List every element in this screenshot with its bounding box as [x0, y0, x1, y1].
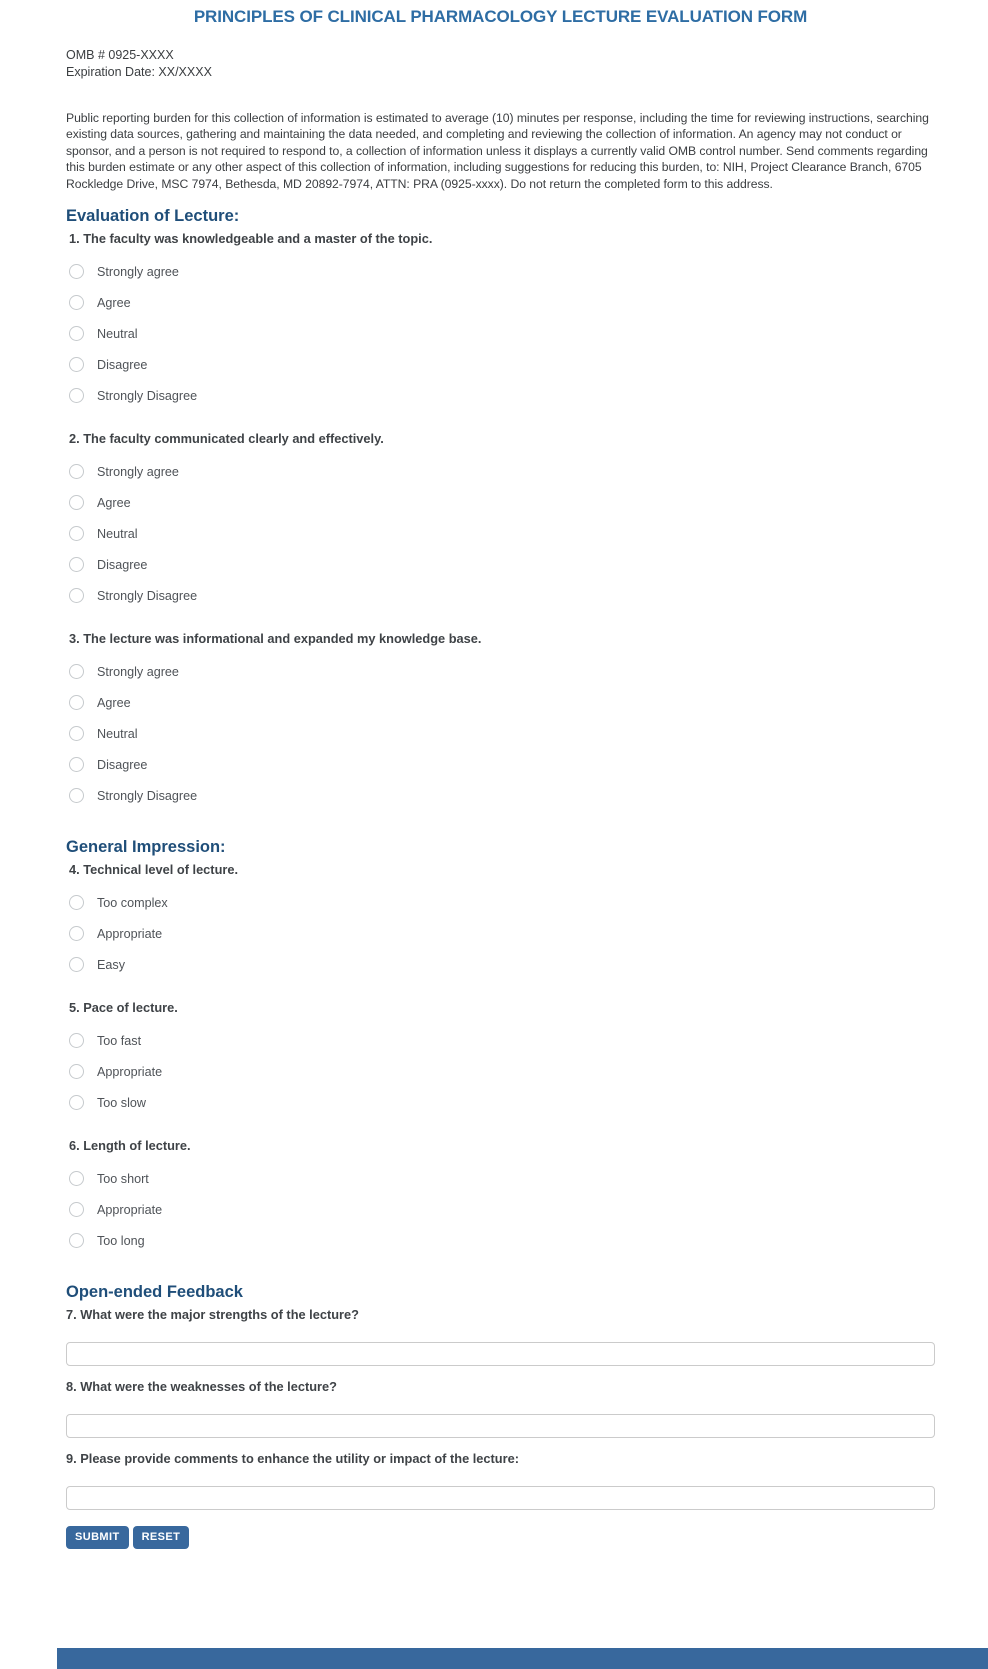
radio-option[interactable]: [66, 1225, 145, 1256]
radio-option[interactable]: [66, 256, 179, 287]
radio-option[interactable]: [66, 287, 131, 318]
radio-button-icon[interactable]: [69, 557, 84, 572]
radio-option[interactable]: [66, 1194, 162, 1225]
radio-button-icon[interactable]: [69, 295, 84, 310]
question-label: 1. The faculty was knowledgeable and a master of the topic.: [69, 231, 433, 247]
radio-option-label: Strongly Disagree: [97, 788, 198, 803]
question-list: [66, 1307, 935, 1510]
radio-question: [66, 1138, 935, 1256]
radio-option-group: [66, 887, 935, 980]
radio-option[interactable]: [66, 349, 147, 380]
button-row: [66, 1526, 935, 1549]
radio-option[interactable]: [66, 1025, 141, 1056]
radio-button-icon[interactable]: [69, 1202, 84, 1217]
radio-option-group: [66, 656, 935, 811]
footer-bar: [57, 1648, 988, 1669]
radio-question: [66, 631, 935, 811]
question-label: 5. Pace of lecture.: [69, 1000, 178, 1016]
answer-input[interactable]: [66, 1342, 935, 1366]
radio-button-icon[interactable]: [69, 495, 84, 510]
radio-option-label: Too fast: [97, 1033, 142, 1048]
question-list: [66, 862, 935, 1256]
radio-option[interactable]: [66, 949, 125, 980]
question-label: 6. Length of lecture.: [69, 1138, 191, 1154]
radio-question: [66, 862, 935, 980]
form-section: [66, 837, 935, 1256]
radio-button-icon[interactable]: [69, 326, 84, 341]
radio-option[interactable]: [66, 549, 147, 580]
radio-button-icon[interactable]: [69, 1171, 84, 1186]
omb-block: [66, 47, 935, 80]
question-label: 7. What were the major strengths of the lecture?: [66, 1307, 359, 1323]
section-heading: General Impression:: [66, 838, 226, 857]
radio-option[interactable]: [66, 718, 138, 749]
radio-button-icon[interactable]: [69, 695, 84, 710]
radio-button-icon[interactable]: [69, 464, 84, 479]
question-label: 3. The lecture was informational and expanded my knowledge base.: [69, 631, 482, 647]
radio-option-label: Strongly agree: [97, 264, 179, 279]
expiration-date: Expiration Date: XX/XXXX: [66, 64, 212, 79]
omb-number: OMB # 0925-XXXX: [66, 48, 174, 62]
radio-option[interactable]: [66, 518, 138, 549]
radio-button-icon[interactable]: [69, 357, 84, 372]
radio-button-icon[interactable]: [69, 957, 84, 972]
question-list: [66, 231, 935, 811]
radio-option[interactable]: [66, 318, 138, 349]
burden-statement: Public reporting burden for this collection of information is estimated to average (10) minutes per response, including the time for reviewing instructions, searching existing data sources, gathering and maintaining the data needed, and completing and reviewing the collection of information. An agency may not conduct or sponsor, and a person is not required to respond to, a collection of information unless it displays a currently valid OMB control number. Send comments regarding this burden estimate or any other aspect of this collection of information, including suggestions for reducing this burden, to: NIH, Project Clearance Branch, 6705 Rockledge Drive, MSC 7974, Bethesda, MD 20892-7974, ATTN: PRA (0925-xxxx). Do not return the completed form to this address.: [66, 111, 929, 191]
radio-option[interactable]: [66, 687, 131, 718]
radio-question: [66, 431, 935, 611]
radio-option[interactable]: [66, 580, 197, 611]
radio-option-label: Strongly Disagree: [97, 388, 198, 403]
radio-button-icon[interactable]: [69, 1095, 84, 1110]
radio-option-label: Agree: [97, 295, 131, 310]
question-label: 4. Technical level of lecture.: [69, 862, 239, 878]
radio-button-icon[interactable]: [69, 1233, 84, 1248]
radio-option[interactable]: [66, 1163, 149, 1194]
radio-option[interactable]: [66, 487, 131, 518]
radio-option[interactable]: [66, 887, 168, 918]
question-label: 2. The faculty communicated clearly and effectively.: [69, 431, 384, 447]
radio-button-icon[interactable]: [69, 895, 84, 910]
submit-button[interactable]: SUBMIT: [66, 1526, 129, 1549]
radio-button-icon[interactable]: [69, 757, 84, 772]
radio-button-icon[interactable]: [69, 588, 84, 603]
radio-button-icon[interactable]: [69, 726, 84, 741]
answer-input[interactable]: [66, 1414, 935, 1438]
radio-button-icon[interactable]: [69, 926, 84, 941]
radio-button-icon[interactable]: [69, 664, 84, 679]
answer-input[interactable]: [66, 1486, 935, 1510]
radio-option-label: Appropriate: [97, 1202, 163, 1217]
radio-option-label: Agree: [97, 495, 131, 510]
radio-question: [66, 1000, 935, 1118]
radio-option-label: Disagree: [97, 557, 148, 572]
radio-button-icon[interactable]: [69, 1064, 84, 1079]
question-label: 8. What were the weaknesses of the lecture?: [66, 1379, 337, 1395]
radio-option-label: Disagree: [97, 757, 148, 772]
radio-button-icon[interactable]: [69, 388, 84, 403]
radio-button-icon[interactable]: [69, 788, 84, 803]
radio-button-icon[interactable]: [69, 1033, 84, 1048]
radio-button-icon[interactable]: [69, 526, 84, 541]
reset-button[interactable]: RESET: [133, 1526, 190, 1549]
evaluation-form-page: [0, 6, 988, 1549]
radio-option-label: Appropriate: [97, 926, 163, 941]
radio-option[interactable]: [66, 749, 147, 780]
radio-option-label: Neutral: [97, 526, 138, 541]
radio-button-icon[interactable]: [69, 264, 84, 279]
radio-option-label: Too slow: [97, 1095, 146, 1110]
radio-option-group: [66, 256, 935, 411]
radio-option[interactable]: [66, 780, 197, 811]
radio-option-group: [66, 1163, 935, 1256]
radio-option[interactable]: [66, 918, 162, 949]
radio-option-label: Easy: [97, 957, 125, 972]
radio-option-label: Too complex: [97, 895, 168, 910]
text-question: [66, 1379, 935, 1438]
radio-option[interactable]: [66, 1087, 146, 1118]
section-heading: Open-ended Feedback: [66, 1283, 243, 1302]
radio-option-label: Neutral: [97, 326, 138, 341]
radio-option-group: [66, 456, 935, 611]
form-sections: [66, 206, 935, 1510]
page-title: PRINCIPLES OF CLINICAL PHARMACOLOGY LECTURE EVALUATION FORM: [193, 7, 808, 26]
text-question: [66, 1307, 935, 1366]
radio-option-label: Too short: [97, 1171, 149, 1186]
radio-option-label: Strongly Disagree: [97, 588, 198, 603]
radio-option[interactable]: [66, 1056, 162, 1087]
radio-option-label: Too long: [97, 1233, 145, 1248]
form-section: [66, 1282, 935, 1510]
radio-option-label: Disagree: [97, 357, 148, 372]
text-question: [66, 1451, 935, 1510]
section-heading: Evaluation of Lecture:: [66, 207, 240, 226]
radio-option-label: Agree: [97, 695, 131, 710]
radio-option[interactable]: [66, 380, 197, 411]
radio-option[interactable]: [66, 656, 179, 687]
radio-option-label: Neutral: [97, 726, 138, 741]
radio-option-label: Strongly agree: [97, 464, 179, 479]
form-section: [66, 206, 935, 811]
radio-option-label: Appropriate: [97, 1064, 163, 1079]
question-label: 9. Please provide comments to enhance the utility or impact of the lecture:: [66, 1451, 519, 1467]
radio-option-label: Strongly agree: [97, 664, 179, 679]
radio-option-group: [66, 1025, 935, 1118]
radio-option[interactable]: [66, 456, 179, 487]
radio-question: [66, 231, 935, 411]
